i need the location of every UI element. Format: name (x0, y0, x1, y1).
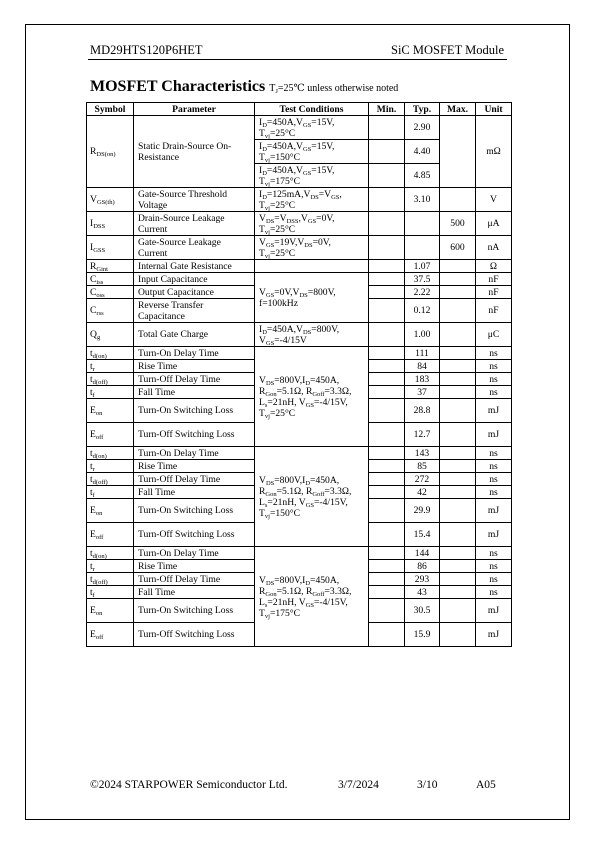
unit-cell: nF (476, 286, 512, 299)
symbol-cell: $R_{Gint}$ (87, 260, 134, 273)
max-cell (440, 286, 476, 299)
parameter-cell: Internal Gate Resistance (134, 260, 255, 273)
symbol-cell: $t_{d(off)}$ (87, 473, 134, 486)
typ-cell: 111 (405, 347, 440, 360)
parameter-cell: Reverse Transfer Capacitance (134, 299, 255, 323)
parameter-cell: Drain-Source Leakage Current (134, 212, 255, 236)
min-cell (369, 523, 405, 547)
min-cell (369, 286, 405, 299)
condition-cell: $I_D=450A,V_{GS}=15V$, $T_{vj}=25^\circ C$ (255, 116, 369, 140)
switching-groups (87, 347, 512, 647)
min-cell (369, 188, 405, 212)
symbol-cell: $V_{GS(th)}$ (87, 188, 134, 212)
col-header: Min. (369, 103, 405, 116)
typ-cell: 4.40 (405, 140, 440, 164)
min-cell (369, 460, 405, 473)
unit-cell: μA (476, 212, 512, 236)
parameter-cell: Fall Time (134, 386, 255, 399)
min-cell (369, 347, 405, 360)
typ-cell: 15.9 (405, 623, 440, 647)
symbol-cell: $Q_g$ (87, 323, 134, 347)
symbol-cell: $t_f$ (87, 586, 134, 599)
typ-cell: 293 (405, 573, 440, 586)
parameter-cell: Gate-Source Leakage Current (134, 236, 255, 260)
condition-cell: $I_D=450A,V_{GS}=15V$, $T_{vj}=150^\circ C$ (255, 140, 369, 164)
symbol-cell: $E_{on}$ (87, 399, 134, 423)
max-cell (440, 386, 476, 399)
symbol-cell: $t_r$ (87, 560, 134, 573)
min-cell (369, 573, 405, 586)
min-cell (369, 386, 405, 399)
condition-cell: $I_D=125mA,V_{DS}=V_{GS}$, $T_{vj}=25^\circ C$ (255, 188, 369, 212)
typ-cell: 1.07 (405, 260, 440, 273)
min-cell (369, 236, 405, 260)
table-row (87, 260, 512, 273)
typ-cell: 42 (405, 486, 440, 499)
footer-copyright: ©2024 STARPOWER Semiconductor Ltd. (90, 779, 288, 791)
condition-cell: $V_{DS}=800V,I_D=450A$, $R_{Gon}=5.1\Omega$, $R_{Goff}=3.3\Omega$, $L_s=21nH$, $V_{GS}=-4/15V$, $T_{vj}=25^\circ C$ (255, 347, 369, 447)
symbol-cell: $E_{on}$ (87, 599, 134, 623)
typ-cell: 84 (405, 360, 440, 373)
typ-cell: 15.4 (405, 523, 440, 547)
max-cell (440, 273, 476, 286)
symbol-cell: $t_r$ (87, 460, 134, 473)
min-cell (369, 373, 405, 386)
min-cell (369, 140, 405, 164)
unit-cell: ns (476, 347, 512, 360)
max-cell (440, 299, 476, 323)
unit-cell: mJ (476, 623, 512, 647)
col-header: Unit (476, 103, 512, 116)
section-condition (269, 83, 398, 94)
symbol-cell: $E_{off}$ (87, 423, 134, 447)
max-cell (440, 447, 476, 460)
parameter-cell: Input Capacitance (134, 273, 255, 286)
typ-cell: 86 (405, 560, 440, 573)
typ-cell: 43 (405, 586, 440, 599)
table-row (87, 323, 512, 347)
col-header: Test Conditions (255, 103, 369, 116)
table-row (87, 273, 512, 286)
min-cell (369, 399, 405, 423)
max-cell (440, 116, 476, 188)
min-cell (369, 586, 405, 599)
min-cell (369, 599, 405, 623)
symbol-cell: $t_{d(on)}$ (87, 547, 134, 560)
max-cell (440, 486, 476, 499)
max-cell (440, 586, 476, 599)
max-cell (440, 323, 476, 347)
parameter-cell: Fall Time (134, 586, 255, 599)
typ-cell (405, 236, 440, 260)
min-cell (369, 547, 405, 560)
col-header: Parameter (134, 103, 255, 116)
product-type: SiC MOSFET Module (391, 43, 504, 57)
min-cell (369, 560, 405, 573)
unit-cell: ns (476, 560, 512, 573)
min-cell (369, 447, 405, 460)
min-cell (369, 212, 405, 236)
table-row (87, 547, 512, 560)
symbol-cell: $t_f$ (87, 386, 134, 399)
unit-cell: ns (476, 486, 512, 499)
col-header: Typ. (405, 103, 440, 116)
symbol-cell: $C_{oss}$ (87, 286, 134, 299)
max-cell (440, 560, 476, 573)
min-cell (369, 360, 405, 373)
symbol-cell: $R_{DS(on)}$ (87, 116, 134, 188)
condition-cell (255, 260, 369, 273)
parameter-cell: Turn-Off Switching Loss (134, 423, 255, 447)
unit-cell: ns (476, 360, 512, 373)
symbol-cell: $I_{GSS}$ (87, 236, 134, 260)
typ-cell: 28.8 (405, 399, 440, 423)
unit-cell: ns (476, 573, 512, 586)
typ-cell: 3.10 (405, 188, 440, 212)
min-cell (369, 299, 405, 323)
condition-cell: $V_{DS}=V_{DSS},V_{GS}=0V$, $T_{vj}=25^\circ C$ (255, 212, 369, 236)
max-cell (440, 599, 476, 623)
min-cell (369, 423, 405, 447)
unit-cell: ns (476, 460, 512, 473)
max-cell (440, 547, 476, 560)
table-row (87, 116, 512, 140)
col-header: Symbol (87, 103, 134, 116)
typ-cell: 144 (405, 547, 440, 560)
min-cell (369, 164, 405, 188)
typ-cell: 37 (405, 386, 440, 399)
parameter-cell: Turn-Off Switching Loss (134, 623, 255, 647)
max-cell (440, 460, 476, 473)
parameter-cell: Turn-On Switching Loss (134, 499, 255, 523)
table-row (87, 447, 512, 460)
typ-cell: 272 (405, 473, 440, 486)
parameter-cell: Gate-Source Threshold Voltage (134, 188, 255, 212)
condition-cell: $I_D=450A,V_{GS}=15V$, $T_{vj}=175^\circ C$ (255, 164, 369, 188)
unit-cell: ns (476, 547, 512, 560)
max-cell (440, 188, 476, 212)
table-row (87, 236, 512, 260)
max-cell (440, 423, 476, 447)
unit-cell: ns (476, 447, 512, 460)
unit-cell: ns (476, 373, 512, 386)
symbol-cell: $C_{rss}$ (87, 299, 134, 323)
footer-page: 3/10 (417, 779, 438, 791)
max-cell (440, 499, 476, 523)
min-cell (369, 273, 405, 286)
max-cell (440, 523, 476, 547)
typ-cell: 143 (405, 447, 440, 460)
mosfet-characteristics-table (86, 102, 512, 647)
condition-cell: $I_D=450A,V_{DS}=800V$, $V_{GS}=-4/15V$ (255, 323, 369, 347)
typ-cell: 183 (405, 373, 440, 386)
typ-cell: 2.90 (405, 116, 440, 140)
parameter-cell: Output Capacitance (134, 286, 255, 299)
symbol-cell: $t_{d(on)}$ (87, 447, 134, 460)
parameter-cell: Turn-On Delay Time (134, 547, 255, 560)
symbol-cell: $t_f$ (87, 486, 134, 499)
parameter-cell: Rise Time (134, 460, 255, 473)
symbol-cell: $E_{on}$ (87, 499, 134, 523)
col-header: Max. (440, 103, 476, 116)
parameter-cell: Fall Time (134, 486, 255, 499)
table-row (87, 347, 512, 360)
parameter-cell: Turn-Off Switching Loss (134, 523, 255, 547)
typ-cell: 85 (405, 460, 440, 473)
condition-prefix: T (269, 83, 276, 94)
max-cell (440, 260, 476, 273)
parameter-cell: Turn-On Delay Time (134, 347, 255, 360)
min-cell (369, 473, 405, 486)
typ-cell: 29.9 (405, 499, 440, 523)
typ-cell: 1.00 (405, 323, 440, 347)
header-rule (88, 59, 507, 60)
min-cell (369, 260, 405, 273)
typ-cell: 37.5 (405, 273, 440, 286)
min-cell (369, 486, 405, 499)
parameter-cell: Rise Time (134, 560, 255, 573)
symbol-cell: $t_{d(off)}$ (87, 573, 134, 586)
max-cell (440, 573, 476, 586)
parameter-cell: Turn-On Delay Time (134, 447, 255, 460)
unit-cell: ns (476, 473, 512, 486)
typ-cell: 0.12 (405, 299, 440, 323)
section-title (90, 78, 398, 96)
condition-cell: $V_{DS}=800V,I_D=450A$, $R_{Gon}=5.1\Omega$, $R_{Goff}=3.3\Omega$, $L_s=21nH$, $V_{GS}=-4/15V$, $T_{vj}=175^\circ C$ (255, 547, 369, 647)
unit-cell: mJ (476, 599, 512, 623)
unit-cell: mJ (476, 423, 512, 447)
unit-cell: mΩ (476, 116, 512, 188)
typ-cell: 4.85 (405, 164, 440, 188)
max-cell (440, 623, 476, 647)
section-heading: MOSFET Characteristics (90, 78, 266, 95)
symbol-cell: $t_{d(on)}$ (87, 347, 134, 360)
parameter-cell: Static Drain-Source On-Resistance (134, 116, 255, 188)
max-cell (440, 347, 476, 360)
max-cell (440, 399, 476, 423)
unit-cell: mJ (476, 523, 512, 547)
unit-cell: nF (476, 299, 512, 323)
unit-cell: mJ (476, 499, 512, 523)
max-cell (440, 473, 476, 486)
max-cell (440, 360, 476, 373)
symbol-cell: $t_{d(off)}$ (87, 373, 134, 386)
symbol-cell: $I_{DSS}$ (87, 212, 134, 236)
symbol-cell: $C_{iss}$ (87, 273, 134, 286)
symbol-cell: $t_r$ (87, 360, 134, 373)
condition-rest: =25℃ unless otherwise noted (277, 83, 399, 94)
unit-cell: V (476, 188, 512, 212)
condition-cell: $V_{DS}=800V,I_D=450A$, $R_{Gon}=5.1\Omega$, $R_{Goff}=3.3\Omega$, $L_s=21nH$, $V_{GS}=-4/15V$, $T_{vj}=150^\circ C$ (255, 447, 369, 547)
parameter-cell: Total Gate Charge (134, 323, 255, 347)
parameter-cell: Turn-Off Delay Time (134, 573, 255, 586)
max-cell: 600 (440, 236, 476, 260)
unit-cell: nF (476, 273, 512, 286)
table-row (87, 212, 512, 236)
condition-sub: J (275, 88, 278, 95)
unit-cell: ns (476, 586, 512, 599)
unit-cell: ns (476, 386, 512, 399)
min-cell (369, 623, 405, 647)
typ-cell: 30.5 (405, 599, 440, 623)
unit-cell: Ω (476, 260, 512, 273)
max-cell (440, 373, 476, 386)
symbol-cell: $E_{off}$ (87, 623, 134, 647)
max-cell: 500 (440, 212, 476, 236)
parameter-cell: Turn-Off Delay Time (134, 473, 255, 486)
unit-cell: μC (476, 323, 512, 347)
typ-cell: 2.22 (405, 286, 440, 299)
typ-cell: 12.7 (405, 423, 440, 447)
condition-cell: $V_{GS}=0V,V_{DS}=800V$, f=100kHz (255, 273, 369, 323)
part-number: MD29HTS120P6HET (90, 43, 203, 57)
unit-cell: nA (476, 236, 512, 260)
min-cell (369, 323, 405, 347)
parameter-cell: Turn-Off Delay Time (134, 373, 255, 386)
min-cell (369, 116, 405, 140)
footer-date: 3/7/2024 (338, 779, 379, 791)
condition-cell: $V_{GS}=19V,V_{DS}=0V$, $T_{vj}=25^\circ C$ (255, 236, 369, 260)
footer-revision: A05 (476, 779, 496, 791)
parameter-cell: Turn-On Switching Loss (134, 399, 255, 423)
unit-cell: mJ (476, 399, 512, 423)
table-row (87, 188, 512, 212)
table-header-row (87, 103, 512, 116)
parameter-cell: Turn-On Switching Loss (134, 599, 255, 623)
min-cell (369, 499, 405, 523)
parameter-cell: Rise Time (134, 360, 255, 373)
typ-cell (405, 212, 440, 236)
symbol-cell: $E_{off}$ (87, 523, 134, 547)
